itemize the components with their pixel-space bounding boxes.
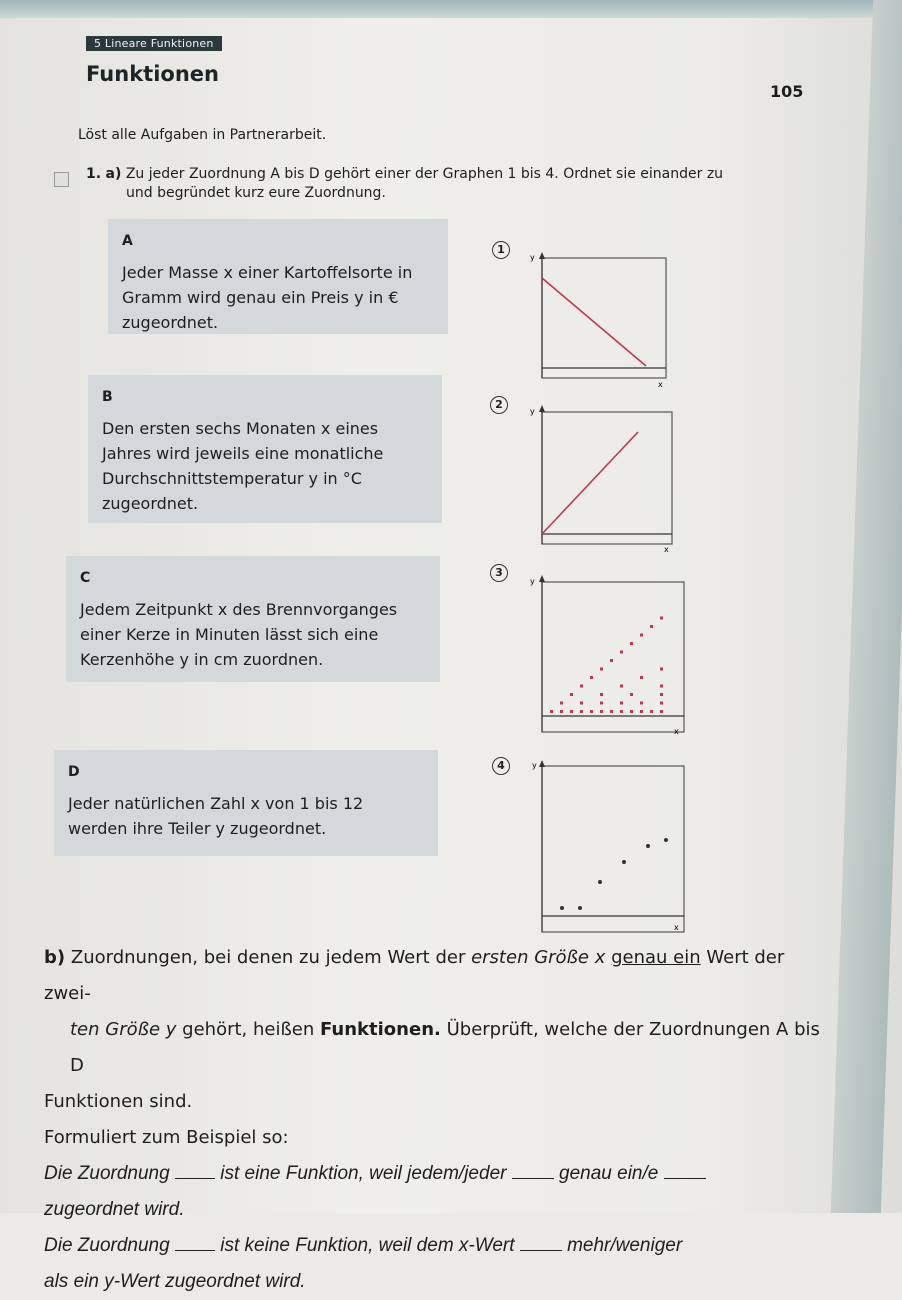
divisor-point [660,668,663,671]
graph-line [542,432,638,534]
divisor-point [600,710,603,713]
part-b-line3: Funktionen sind. [44,1091,193,1112]
sentence-text: Die Zuordnung [44,1163,170,1184]
blank-field[interactable] [664,1164,706,1179]
divisor-point [600,693,603,696]
blank-field[interactable] [175,1236,215,1251]
divisor-point [660,710,663,713]
divisor-point [640,634,643,637]
card-letter: C [80,570,91,586]
divisor-point [620,651,623,654]
card-letter: A [122,233,133,249]
divisor-point [630,642,633,645]
divisor-point [580,710,583,713]
card-line: Jahres wird jeweils eine monatliche [102,444,384,463]
chapter-tag: 5 Lineare Funktionen [86,36,222,51]
card-c [66,556,440,682]
divisor-point [610,659,613,662]
graph-frame [542,582,684,732]
task-1a-text [86,165,786,203]
divisor-point [640,676,643,679]
scatter-point [646,844,650,848]
x-label: x [674,923,679,932]
sentence-1-cont: zugeordnet wird. [44,1199,185,1220]
graph-4-number: 4 [492,757,510,775]
card-line: Kerzenhöhe y in cm zuordnen. [80,650,324,669]
graph-3-number: 3 [490,564,508,582]
card-letter: D [68,764,80,780]
card-a [108,219,448,334]
graph-line [542,278,646,366]
divisor-point [560,710,563,713]
card-line: zugeordnet. [122,313,219,332]
part-b-line2 [44,1012,834,1084]
divisor-point [590,710,593,713]
y-label: y [530,577,535,586]
divisor-point [600,668,603,671]
part-b-line1 [44,940,834,1012]
graph-3-points [550,617,663,714]
card-d [54,750,438,856]
divisor-point [640,702,643,705]
blank-field[interactable] [520,1236,562,1251]
page-number: 105 [770,82,804,101]
part-b-text: Überprüft, welche der Zuordnungen A bis D [70,1019,820,1076]
graph-4 [528,760,688,936]
divisor-point [580,685,583,688]
divisor-point [620,685,623,688]
page-title: Funktionen [86,62,219,86]
graph-2 [528,402,678,552]
graph-1-number: 1 [492,241,510,259]
y-label: y [530,253,535,262]
task-marker-icon [54,172,69,187]
part-b-label: b) [44,947,66,968]
card-line: Gramm wird genau ein Preis y in € [122,288,399,307]
x-label: x [674,727,679,736]
sentence-text: genau ein/e [559,1163,659,1184]
part-b-text: Zuordnungen, bei denen zu jedem Wert der [70,947,466,968]
divisor-point [640,710,643,713]
card-line: einer Kerze in Minuten lässt sich eine [80,625,379,644]
sentence-2-cont: als ein y-Wert zugeordnet wird. [44,1271,306,1292]
card-line: zugeordnet. [102,494,199,513]
part-b-underlined: genau ein [611,947,701,968]
scatter-point [664,838,668,842]
card-letter: B [102,389,113,405]
divisor-point [650,625,653,628]
sentence-text: ist eine Funktion, weil jedem/jeder [220,1163,507,1184]
scatter-point [598,880,602,884]
card-line: Jeder natürlichen Zahl x von 1 bis 12 [68,794,364,813]
divisor-point [580,702,583,705]
sentence-1 [44,1156,834,1192]
card-line: Den ersten sechs Monaten x eines [102,419,379,438]
task-part-a-label: a) [105,166,122,182]
graph-3 [528,574,688,736]
divisor-point [590,676,593,679]
divisor-point [550,710,553,713]
divisor-point [600,702,603,705]
divisor-point [630,693,633,696]
divisor-point [650,710,653,713]
graph-1 [528,250,668,390]
card-line: werden ihre Teiler y zugeordnet. [68,819,327,838]
x-label: x [658,380,663,389]
sentence-2 [44,1228,834,1264]
divisor-point [620,710,623,713]
task-part-a-line2: und begründet kurz eure Zuordnung. [126,185,386,201]
part-b-emphasis: ersten Größe x [471,947,606,968]
card-line: Jeder Masse x einer Kartoffelsorte in [122,263,413,282]
divisor-point [610,710,613,713]
y-axis-arrow-icon [539,760,545,767]
y-label: y [532,761,537,770]
sentence-text: ist keine Funktion, weil dem x-Wert [220,1235,515,1256]
y-label: y [530,407,535,416]
y-axis-arrow-icon [539,575,545,582]
sentence-text: mehr/weniger [567,1235,683,1256]
blank-field[interactable] [175,1164,215,1179]
divisor-point [660,702,663,705]
graph-frame [542,258,666,378]
part-b-text: gehört, heißen [182,1019,315,1040]
divisor-point [620,702,623,705]
scatter-point [578,906,582,910]
intro-text: Löst alle Aufgaben in Partnerarbeit. [78,127,327,143]
top-band [0,0,880,18]
task-part-b [44,940,834,1300]
task-number: 1. [86,166,102,182]
divisor-point [570,710,573,713]
scatter-point [622,860,626,864]
scatter-point [560,906,564,910]
divisor-point [630,710,633,713]
divisor-point [660,685,663,688]
graph-2-number: 2 [490,396,508,414]
graph-4-points [560,838,668,910]
card-line: Durchschnittstemperatur y in °C [102,469,362,488]
y-axis-arrow-icon [539,252,545,259]
divisor-point [570,693,573,696]
graph-frame [542,412,672,544]
task-part-a-line1: Zu jeder Zuordnung A bis D gehört einer der Graphen 1 bis 4. Ordnet sie einander zu [125,166,724,182]
y-axis-arrow-icon [539,405,545,412]
divisor-point [660,693,663,696]
part-b-text: Wert der zwei- [44,947,785,1004]
part-b-bold: Funktionen. [320,1019,441,1040]
part-b-emphasis: ten Größe y [70,1019,177,1040]
card-line: Jedem Zeitpunkt x des Brennvorganges [80,600,398,619]
x-label: x [664,545,669,554]
divisor-point [560,702,563,705]
sentence-text: Die Zuordnung [44,1235,170,1256]
card-b [88,375,442,523]
divisor-point [660,617,663,620]
blank-field[interactable] [512,1164,554,1179]
part-b-line4: Formuliert zum Beispiel so: [44,1127,289,1148]
